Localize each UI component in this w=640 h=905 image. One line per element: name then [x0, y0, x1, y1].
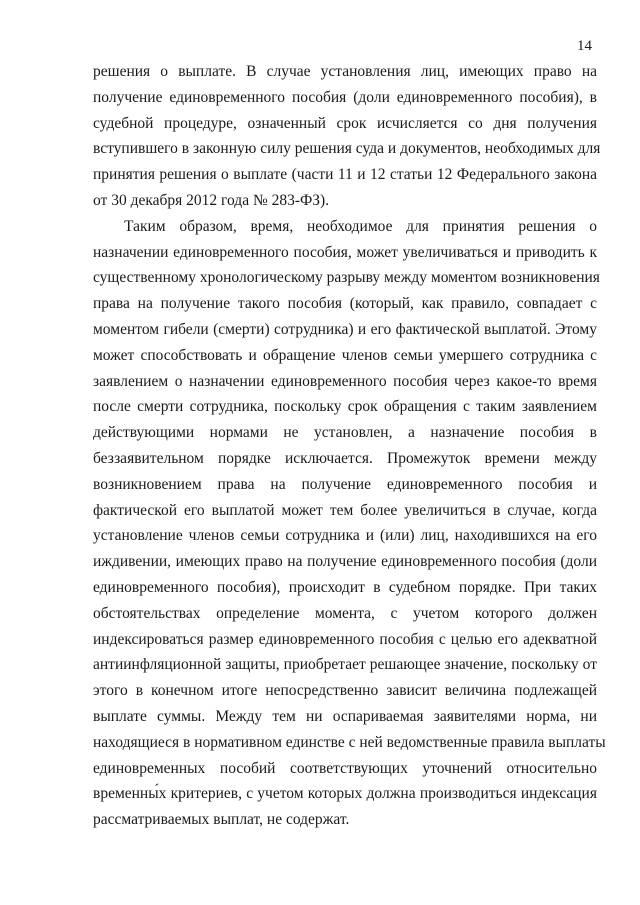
text-line: выплате суммы. Между тем ни оспариваемая заявителями норма, ни [93, 707, 597, 725]
text-line: фактической его выплатой может тем более увеличиться в случае, когда [93, 501, 597, 519]
text-line: рассматриваемых выплат, не содержат. [93, 811, 350, 829]
text-line: моментом гибели (смерти) сотрудника) и его фактической выплатой. Этому [93, 320, 597, 338]
text-line: этого в конечном итоге непосредственно зависит величина подлежащей [93, 682, 597, 700]
text-line: антиинфляционной защиты, приобретает решающее значение, поскольку от [93, 656, 597, 674]
text-line: назначении единовременного пособия, может увеличиваться и приводить к [93, 243, 597, 261]
text-line: заявлением о назначении единовременного пособия через какое-то время [93, 372, 597, 390]
text-line: получение единовременного пособия (доли единовременного пособия), в [93, 88, 597, 106]
text-line: единовременного пособия), происходит в судебном порядке. При таких [93, 578, 597, 596]
text-line: возникновением права на получение единовременного пособия и [93, 475, 597, 493]
text-line: беззаявительном порядке исключается. Промежуток времени между [93, 449, 597, 467]
text-line: принятия решения о выплате (части 11 и 12 статьи 12 Федерального закона [93, 166, 597, 184]
text-line: находящиеся в нормативном единстве с ней ведомственные правила выплаты [93, 733, 606, 751]
text-line: судебной процедуре, означенный срок исчисляется со дня получения [93, 114, 597, 132]
paragraph-2 [93, 214, 606, 833]
text-line: обстоятельствах определение момента, с учетом которого должен [93, 604, 597, 622]
text-line: Таким образом, время, необходимое для принятия решения о [124, 217, 597, 235]
text-line: от 30 декабря 2012 года № 283-ФЗ). [93, 191, 330, 209]
text-line: может способствовать и обращение членов семьи умершего сотрудника с [93, 346, 597, 364]
text-line: действующими нормами не установлен, а назначение пособия в [93, 424, 597, 442]
text-line: права на получение такого пособия (который, как правило, совпадает с [93, 295, 597, 313]
text-line: иждивении, имеющих право на получение единовременного пособия (доли [93, 553, 597, 571]
text-line: вступившего в законную силу решения суда и документов, необходимых для [93, 140, 601, 158]
text-line: решения о выплате. В случае установления лиц, имеющих право на [93, 63, 597, 80]
text-line: временны́х критериев, с учетом которых должна производиться индексация [93, 785, 597, 803]
page-number: 14 [577, 38, 592, 54]
text-line: установление членов семьи сотрудника и (или) лиц, находившихся на его [93, 527, 597, 545]
document-body [93, 59, 606, 833]
text-line: существенному хронологическому разрыву между моментом возникновения [93, 269, 600, 287]
text-line: единовременных пособий соответствующих уточнений относительно [93, 759, 597, 777]
text-line: индексироваться размер единовременного пособия с целью его адекватной [93, 630, 597, 648]
paragraph-1 [93, 59, 601, 214]
text-line: после смерти сотрудника, поскольку срок обращения с таким заявлением [93, 398, 597, 416]
